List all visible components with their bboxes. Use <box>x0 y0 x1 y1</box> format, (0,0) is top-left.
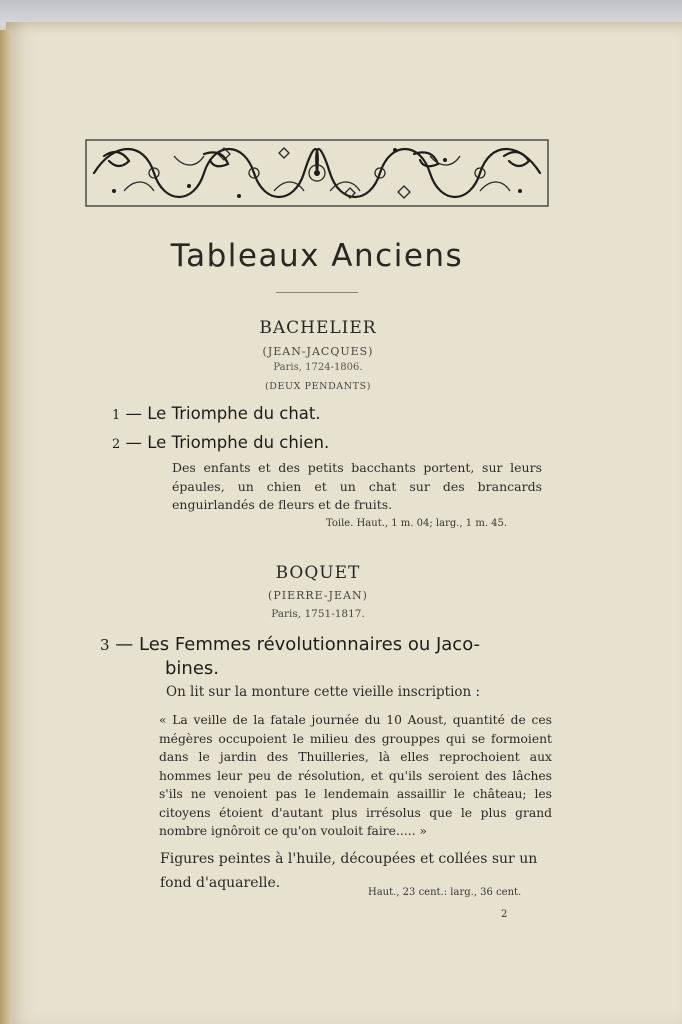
lot-title <box>112 404 321 423</box>
lot-dimensions: Toile. Haut., 1 m. 04; larg., 1 m. 45. <box>326 518 508 529</box>
lot-title-continuation: bines. <box>165 658 220 679</box>
lot-number: 1 <box>112 408 121 423</box>
artist-name: BOQUET <box>275 563 361 583</box>
lot-dimensions: Haut., 23 cent.: larg., 36 cent. <box>368 887 522 898</box>
page-number: 2 <box>501 909 508 920</box>
lot-technique: Figures peintes à l'huile, découpées et collées sur un fond d'aquarelle. <box>160 851 538 891</box>
lot-title <box>100 633 552 681</box>
lot-title-text: — Les Femmes révolutionnaires ou Jaco- <box>115 634 481 655</box>
scrollwork-headpiece-icon <box>84 136 550 210</box>
lot-title-text: — Le Triomphe du chien. <box>125 433 330 452</box>
artist-forenames: (PIERRE-JEAN) <box>268 589 368 602</box>
artist-forenames: (JEAN-JACQUES) <box>262 345 374 358</box>
lot-inscription-quote: « La veille de la fatale journée du 10 Aoust, quantité de ces mégères occupoient le milieu des grouppes qui se formoient dans le jardin des Thuilleries, là elles reprochoient aux hommes leur peu de résolution, et qu'ils seroient des lâches s'ils ne venoient pas le lendemain assaillir le château; les citoyens étoient d'autant plus irrésolus que le plus grand nombre ignôroit ce qu'on vouloit faire..... » <box>159 713 552 838</box>
book-spine <box>0 30 12 1024</box>
artist-place-dates: Paris, 1724-1806. <box>273 362 363 373</box>
lot-number: 3 <box>100 636 110 654</box>
lot-description: Des enfants et des petits bacchants portent, sur leurs épaules, un chien et un chat sur des brancards enguirlandés de fleurs et de fruits. <box>172 460 542 512</box>
lot-intro: On lit sur la monture cette vieille inscription : <box>166 684 481 700</box>
lot-number: 2 <box>112 437 121 452</box>
lot-title <box>112 433 329 452</box>
artist-note: (DEUX PENDANTS) <box>264 381 372 392</box>
title-divider <box>276 292 358 293</box>
lot-title-text: — Le Triomphe du chat. <box>125 404 321 423</box>
artist-place-dates: Paris, 1751-1817. <box>271 608 365 620</box>
page-title: Tableaux Anciens <box>170 238 464 274</box>
artist-name: BACHELIER <box>259 318 377 338</box>
